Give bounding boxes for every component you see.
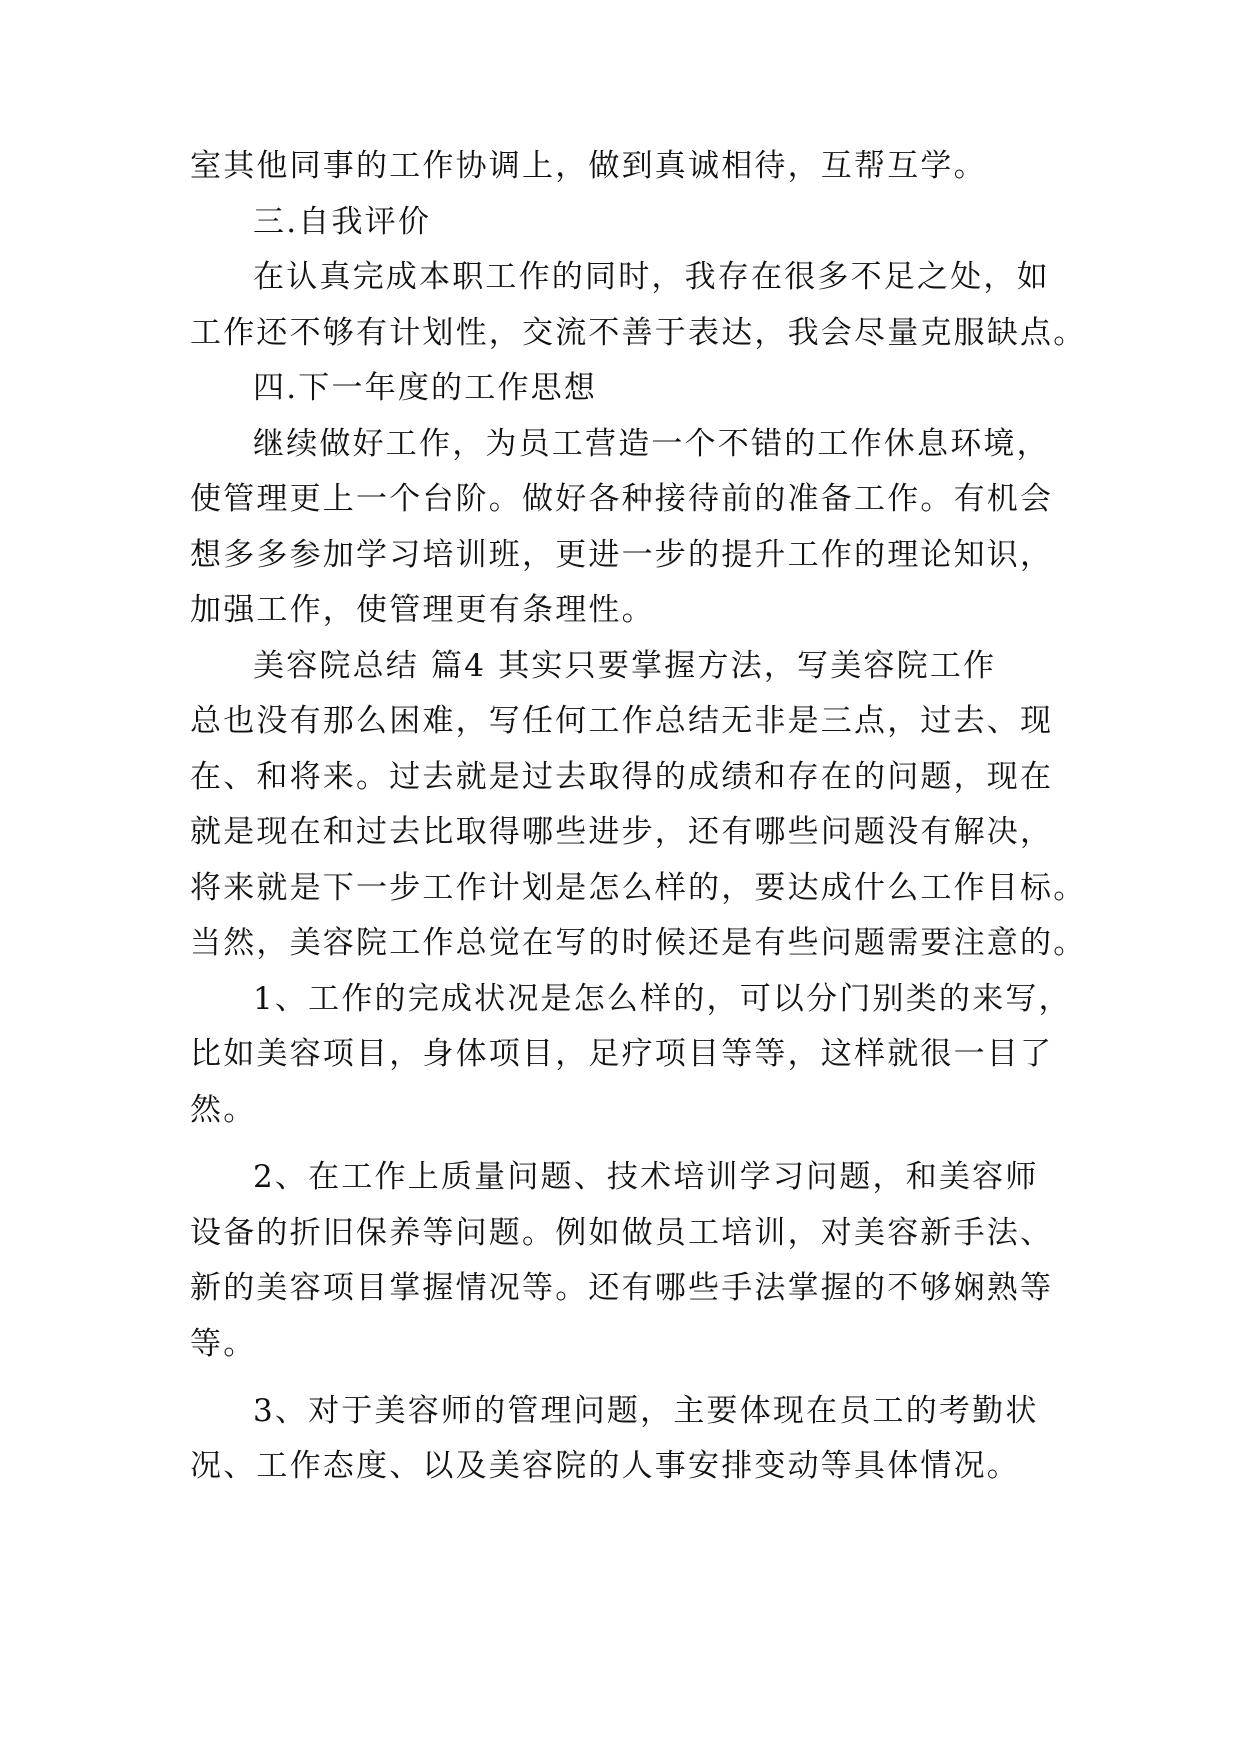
text-line: 继续做好工作，为员工营造一个不错的工作休息环境，: [253, 426, 1050, 462]
section-heading: 四.下一年度的工作思想: [253, 370, 598, 406]
text-line: 总也没有那么困难，写任何工作总结无非是三点，过去、现: [190, 703, 1054, 739]
text-line: 况、工作态度、以及美容院的人事安排变动等具体情况。: [190, 1448, 1020, 1484]
text-line: 设备的折旧保养等问题。例如做员工培训，对美容新手法、: [190, 1215, 1054, 1251]
text-line: 使管理更上一个台阶。做好各种接待前的准备工作。有机会: [190, 481, 1054, 517]
text-line: 当然，美容院工作总觉在写的时候还是有些问题需要注意的。: [190, 925, 1087, 961]
text-line: 就是现在和过去比取得哪些进步，还有哪些问题没有解决，: [190, 814, 1054, 850]
list-item-line: 1、工作的完成状况是怎么样的，可以分门别类的来写，: [253, 981, 1072, 1017]
list-item-line: 3、对于美容师的管理问题，主要体现在员工的考勤状: [253, 1393, 1039, 1429]
text-line: 想多多参加学习培训班，更进一步的提升工作的理论知识，: [190, 537, 1054, 573]
text-line: 工作还不够有计划性，交流不善于表达，我会尽量克服缺点。: [190, 315, 1087, 351]
text-line: 比如美容项目，身体项目，足疗项目等等，这样就很一目了: [190, 1036, 1054, 1072]
text-line: 加强工作，使管理更有条理性。: [190, 592, 655, 628]
text-line: 等。: [190, 1326, 257, 1362]
text-line: 室其他同事的工作协调上，做到真诚相待，互帮互学。: [190, 148, 987, 184]
text-line: 新的美容项目掌握情况等。还有哪些手法掌握的不够娴熟等: [190, 1270, 1054, 1306]
article-title-line: 美容院总结 篇4 其实只要掌握方法，写美容院工作: [253, 648, 997, 684]
text-line: 然。: [190, 1092, 257, 1128]
section-heading: 三.自我评价: [253, 204, 432, 240]
text-line: 在、和将来。过去就是过去取得的成绩和存在的问题，现在: [190, 759, 1054, 795]
list-item-line: 2、在工作上质量问题、技术培训学习问题，和美容师: [253, 1159, 1039, 1195]
text-line: 在认真完成本职工作的同时，我存在很多不足之处，如: [253, 259, 1050, 295]
text-line: 将来就是下一步工作计划是怎么样的，要达成什么工作目标。: [190, 870, 1087, 906]
